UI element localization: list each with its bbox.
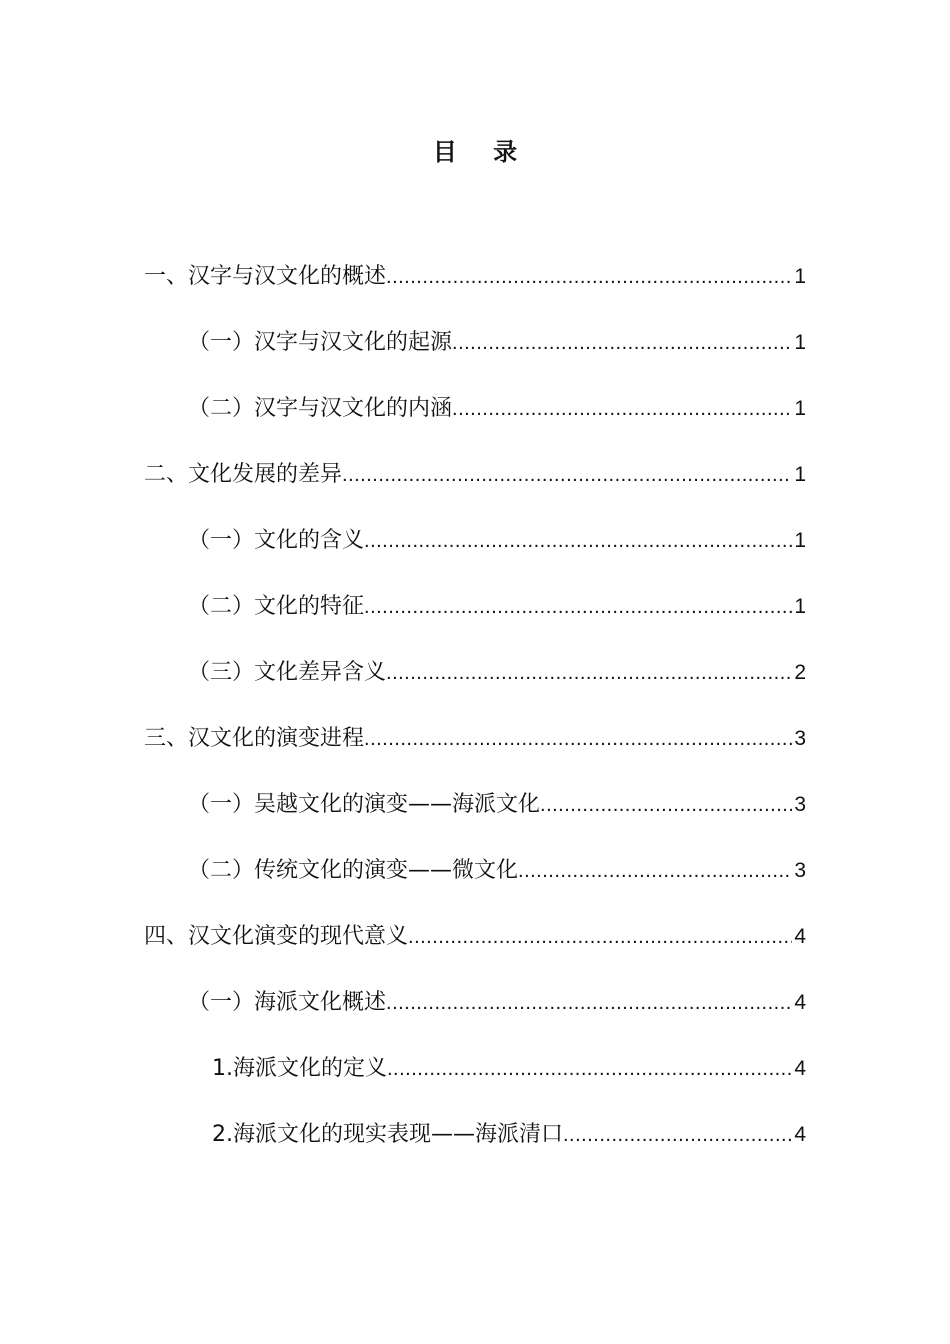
toc-entry[interactable]: [144, 519, 806, 585]
toc-title: 目 录: [432, 138, 532, 166]
toc-dot-leader: [386, 651, 792, 695]
toc-entry[interactable]: [144, 321, 806, 387]
toc-entry[interactable]: [144, 981, 806, 1047]
toc-entry-label: （一）文化的含义: [188, 528, 365, 553]
toc-dot-leader: [452, 321, 792, 365]
toc-entry-label: 一、汉字与汉文化的概述: [144, 264, 387, 289]
toc-entry[interactable]: [144, 255, 806, 321]
toc-page-number: 1: [794, 265, 806, 288]
toc-page-number: 1: [794, 463, 806, 486]
toc-dot-leader: [364, 717, 792, 761]
toc-page-number: 3: [794, 793, 806, 816]
toc-entry-label: 2.海派文化的现实表现——海派清口: [212, 1122, 563, 1147]
toc-entry-label: （三）文化差异含义: [188, 660, 387, 685]
toc-page-number: 4: [794, 1123, 806, 1146]
toc-entry[interactable]: [144, 1113, 806, 1179]
toc-entry-label: （二）汉字与汉文化的内涵: [188, 396, 453, 421]
toc-entry-label: （一）海派文化概述: [188, 990, 387, 1015]
toc-entry[interactable]: [144, 849, 806, 915]
toc-entry-label: （一）汉字与汉文化的起源: [188, 330, 453, 355]
toc-entry-label: （二）传统文化的演变——微文化: [188, 858, 519, 883]
toc-page-number: 1: [794, 397, 806, 420]
toc-dot-leader: [364, 519, 792, 563]
toc-entry[interactable]: [144, 783, 806, 849]
toc-page-number: 3: [794, 859, 806, 882]
toc-dot-leader: [563, 1113, 792, 1157]
toc-page-number: 2: [794, 661, 806, 684]
toc-entry-label: 二、文化发展的差异: [144, 462, 343, 487]
toc-dot-leader: [452, 387, 792, 431]
toc-page-number: 1: [794, 331, 806, 354]
toc-entry-label: （一）吴越文化的演变——海派文化: [188, 792, 541, 817]
toc-dot-leader: [386, 981, 792, 1025]
toc-entry[interactable]: [144, 585, 806, 651]
toc-page-number: 4: [794, 925, 806, 948]
toc-entry[interactable]: [144, 651, 806, 717]
toc-entry[interactable]: [144, 1047, 806, 1113]
toc-page-number: 4: [794, 991, 806, 1014]
toc-entry[interactable]: [144, 387, 806, 453]
toc-dot-leader: [408, 915, 792, 959]
toc-page-number: 1: [794, 595, 806, 618]
toc-entry[interactable]: [144, 717, 806, 783]
toc-list: [144, 255, 806, 1179]
toc-dot-leader: [518, 849, 792, 893]
toc-page-number: 3: [794, 727, 806, 750]
toc-dot-leader: [540, 783, 792, 827]
toc-entry-label: 四、汉文化演变的现代意义: [144, 924, 409, 949]
toc-entry-label: 三、汉文化的演变进程: [144, 726, 365, 751]
toc-page-number: 1: [794, 529, 806, 552]
toc-entry[interactable]: [144, 915, 806, 981]
toc-entry[interactable]: [144, 453, 806, 519]
toc-page-number: 4: [794, 1057, 806, 1080]
toc-dot-leader: [342, 453, 792, 497]
toc-dot-leader: [364, 585, 792, 629]
toc-entry-label: 1.海派文化的定义: [212, 1056, 387, 1081]
toc-dot-leader: [386, 255, 792, 299]
toc-entry-label: （二）文化的特征: [188, 594, 365, 619]
toc-dot-leader: [387, 1047, 792, 1091]
